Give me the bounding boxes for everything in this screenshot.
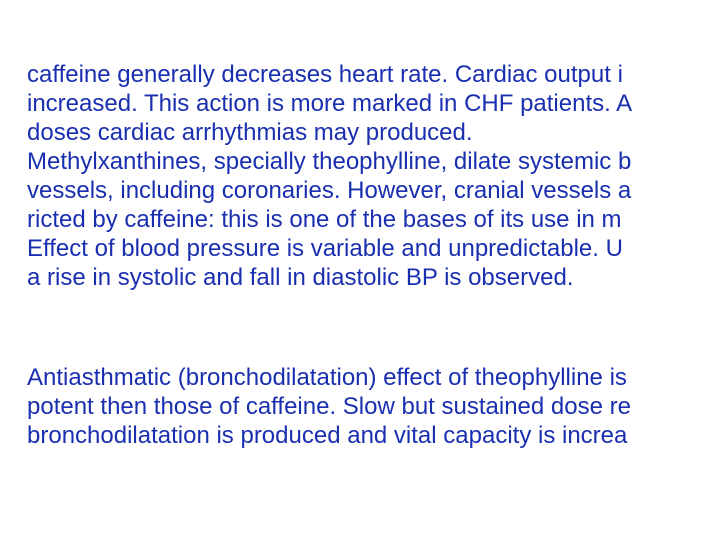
text-line: vessels, including coronaries. However, cranial vessels a xyxy=(27,177,632,204)
text-line: caffeine generally decreases heart rate. Cardiac output i xyxy=(27,61,623,88)
text-line: Effect of blood pressure is variable and unpredictable. U xyxy=(27,235,623,262)
text-line: ricted by caffeine: this is one of the bases of its use in m xyxy=(27,206,622,233)
text-line: Antiasthmatic (bronchodilatation) effect of theophylline is xyxy=(27,364,627,391)
text-line: increased. This action is more marked in CHF patients. A xyxy=(27,90,633,117)
text-line: doses cardiac arrhythmias may produced. xyxy=(27,119,473,146)
text-line: Methylxanthines, specially theophylline, dilate systemic b xyxy=(27,148,632,175)
text-line: bronchodilatation is produced and vital capacity is increa xyxy=(27,422,628,449)
text-line: potent then those of caffeine. Slow but sustained dose re xyxy=(27,393,631,420)
paragraph-cardiac-effects xyxy=(27,60,720,292)
text-line: a rise in systolic and fall in diastolic BP is observed. xyxy=(27,264,574,291)
paragraph-antiasthmatic-effects xyxy=(27,363,720,450)
